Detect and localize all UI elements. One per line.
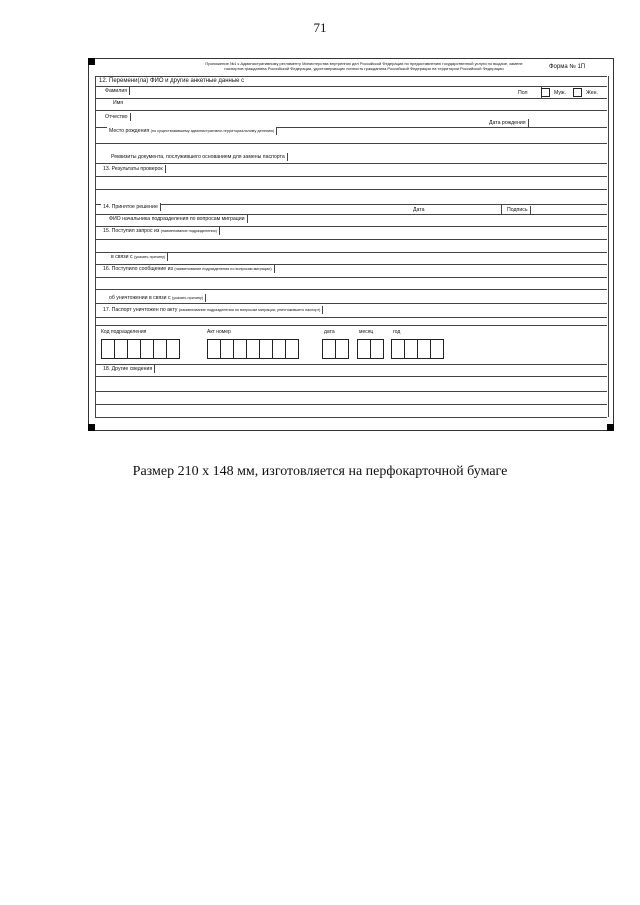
corner-mark (88, 424, 95, 431)
chief-label: ФИО начальника подразделения по вопросам миграции (107, 215, 248, 223)
month-label: месяц (359, 329, 374, 335)
female-checkbox[interactable] (573, 88, 582, 97)
doc-details-label: Реквизиты документа, послужившего основанием для замены паспорта (109, 153, 288, 161)
day-label: дата (324, 329, 335, 335)
dept-code-boxes[interactable] (101, 339, 179, 359)
patronymic-label: Отчество (103, 113, 131, 121)
day-boxes[interactable] (322, 339, 348, 359)
destroyed-label: об уничтожении в связи с (указать причину) (107, 294, 206, 302)
act-number-label: Акт номер (207, 329, 231, 335)
section-13-label: 13. Результаты проверок (101, 165, 166, 173)
page-number: 71 (313, 20, 327, 35)
dob-label: Дата рождения (487, 119, 529, 127)
male-checkbox[interactable] (541, 88, 550, 97)
form-1p (88, 58, 614, 431)
surname-label: Фамилия (103, 87, 130, 95)
section-14-label: 14. Принятое решение (101, 203, 161, 211)
year-label: год (393, 329, 401, 335)
sex-label: Пол (518, 90, 528, 96)
in-connection-label: в связи с (указать причину) (109, 253, 168, 261)
corner-mark (607, 424, 614, 431)
male-label: Муж. (554, 90, 566, 96)
year-boxes[interactable] (391, 339, 443, 359)
signature-label: Подпись (505, 206, 531, 214)
form-number: Форма № 1П (549, 64, 586, 70)
month-boxes[interactable] (357, 339, 383, 359)
dept-code-label: Код подразделения (101, 329, 147, 335)
header-note: Приложение №1 к Административному регламенту Министерства внутренних дел Российской Федерации по предоставлению государственной услуги по выдаче, замене паспортов гражданина Российской Федерации, удостоверяющих личность гражданина Российской Федерации на территории Российской Федерации (205, 61, 523, 71)
birthplace-label: Место рождения (по существовавшему административно-территориальному делению) (107, 127, 277, 135)
section-18-label: 18. Другие сведения (101, 365, 155, 373)
page-caption: Размер 210 х 148 мм, изготовляется на перфокарточной бумаге (132, 464, 508, 479)
section-16-label: 16. Поступило сообщение из (наименование подразделения по вопросам миграции) (101, 265, 275, 273)
section-17-label: 17. Паспорт уничтожен по акту (наименование подразделения по вопросам миграции, уничтожившего паспорт) (101, 306, 323, 314)
section-12-title: 12. Перемени(ла) ФИО и другие анкетные данные с (99, 78, 245, 84)
section-15-label: 15. Поступил запрос из (наименование подразделения) (101, 227, 220, 235)
name-label: Имя (113, 100, 124, 106)
female-label: Жен. (586, 90, 598, 96)
act-number-boxes[interactable] (207, 339, 298, 359)
corner-mark (88, 58, 95, 65)
date-label: Дата (413, 207, 425, 213)
